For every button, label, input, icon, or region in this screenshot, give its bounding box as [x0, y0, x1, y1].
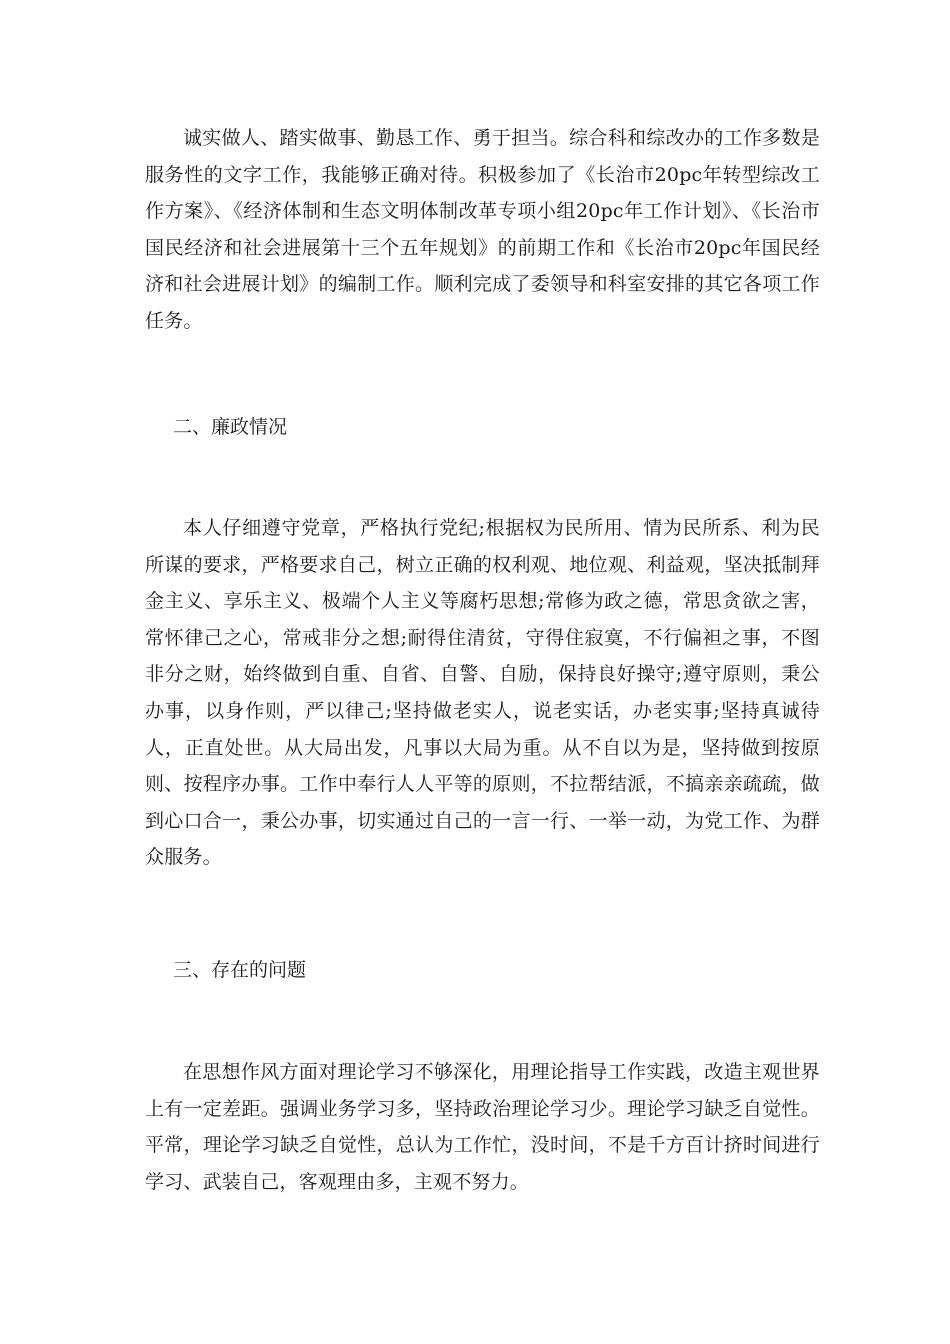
section-heading-problems: 三、存在的问题 [173, 959, 307, 981]
section-heading-integrity: 二、廉政情况 [173, 416, 288, 438]
paragraph-integrity: 本人仔细遵守党章，严格执行党纪;根据权为民所用、情为民所系、利为民所谋的要求，严格要求自己，树立正确的权利观、地位观、利益观，坚决抵制拜金主义、享乐主义、极端个人主义等腐朽思想;常修为政之德，常思贪欲之害，常怀律己之心，常戒非分之想;耐得住清贫，守得住寂寞，不行偏袒之事，不图非分之财，始终做到自重、自省、自警、自励，保持良好操守;遵守原则，秉公办事，以身作则，严以律己;坚持做老实人，说老实话，办老实事;坚持真诚待人，正直处世。从大局出发，凡事以大局为重。从不自以为是，坚持做到按原则、按程序办事。工作中奉行人人平等的原则，不拉帮结派，不搞亲亲疏疏，做到心口合一，秉公办事，切实通过自己的一言一行、一举一动，为党工作、为群众服务。 [145, 517, 820, 869]
paragraph-work-summary: 诚实做人、踏实做事、勤恳工作、勇于担当。综合科和综改办的工作多数是服务性的文字工作，我能够正确对待。积极参加了《长治市20pc年转型综改工作方案》、《经济体制和生态文明体制改革专项小组20pc年工作计划》、《长治市国民经济和社会进展第十三个五年规划》的前期工作和《长治市20pc年国民经济和社会进展计划》的编制工作。顺利完成了委领导和科室安排的其它各项工作任务。 [145, 127, 820, 332]
paragraph-problems: 在思想作风方面对理论学习不够深化，用理论指导工作实践，改造主观世界上有一定差距。强调业务学习多，坚持政治理论学习少。理论学习缺乏自觉性。平常，理论学习缺乏自觉性，总认为工作忙，没时间，不是千方百计挤时间进行学习、武装自己，客观理由多，主观不努力。 [145, 1061, 820, 1193]
